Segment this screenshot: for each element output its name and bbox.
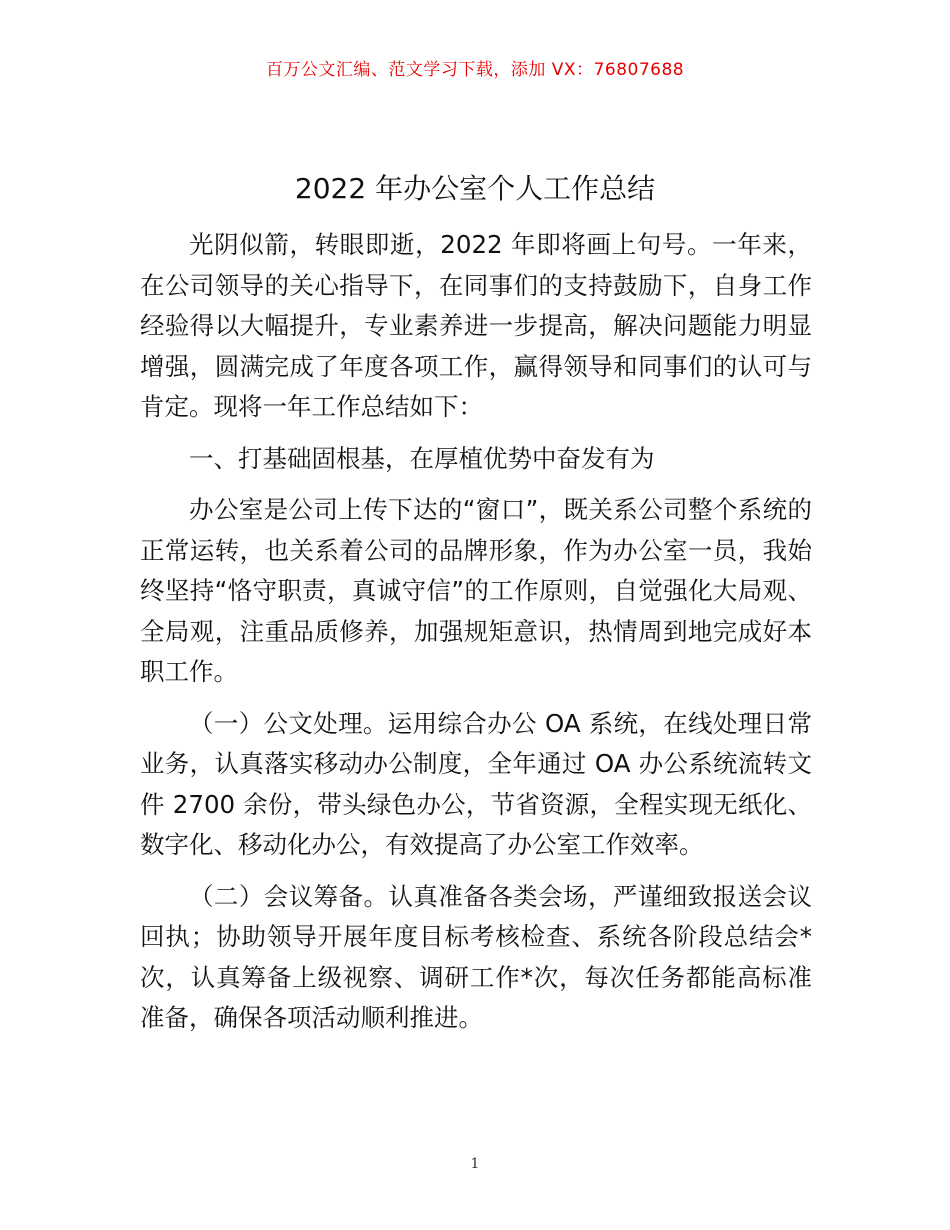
document-title: 2022 年办公室个人工作总结: [294, 172, 656, 205]
section-heading-1: 一、打基础固根基，在厚植优势中奋发有为: [189, 443, 655, 473]
page-number: 1: [470, 1156, 480, 1172]
document-body: [140, 225, 812, 1050]
paragraph-document-processing: （一）公文处理。运用综合办公 OA 系统，在线处理日常业务，认真落实移动办公制度，全年通过 OA 办公系统流转文件 2700 余份，带头绿色办公，节省资源，全程实现无纸化、数字化、移动化办公，有效提高了办公室工作效率。: [140, 708, 812, 859]
header-watermark-text: 百万公文汇编、范文学习下载，添加 VX：76807688: [265, 60, 685, 80]
paragraph-intro: 光阴似箭，转眼即逝，2022 年即将画上句号。一年来，在公司领导的关心指导下，在同事们的支持鼓励下，自身工作经验得以大幅提升，专业素养进一步提高，解决问题能力明显增强，圆满完成了年度各项工作，赢得领导和同事们的认可与肯定。现将一年工作总结如下：: [140, 230, 812, 421]
paragraph-section-1: 办公室是公司上传下达的“窗口”，既关系公司整个系统的正常运转，也关系着公司的品牌形象，作为办公室一员，我始终坚持“恪守职责，真诚守信”的工作原则，自觉强化大局观、全局观，注重品质修养，加强规矩意识，热情周到地完成好本职工作。: [140, 495, 812, 686]
paragraph-meeting-preparation: （二）会议筹备。认真准备各类会场，严谨细致报送会议回执；协助领导开展年度目标考核检查、系统各阶段总结会*次，认真筹备上级视察、调研工作*次，每次任务都能高标准准备，确保各项活动顺利推进。: [140, 881, 812, 1032]
